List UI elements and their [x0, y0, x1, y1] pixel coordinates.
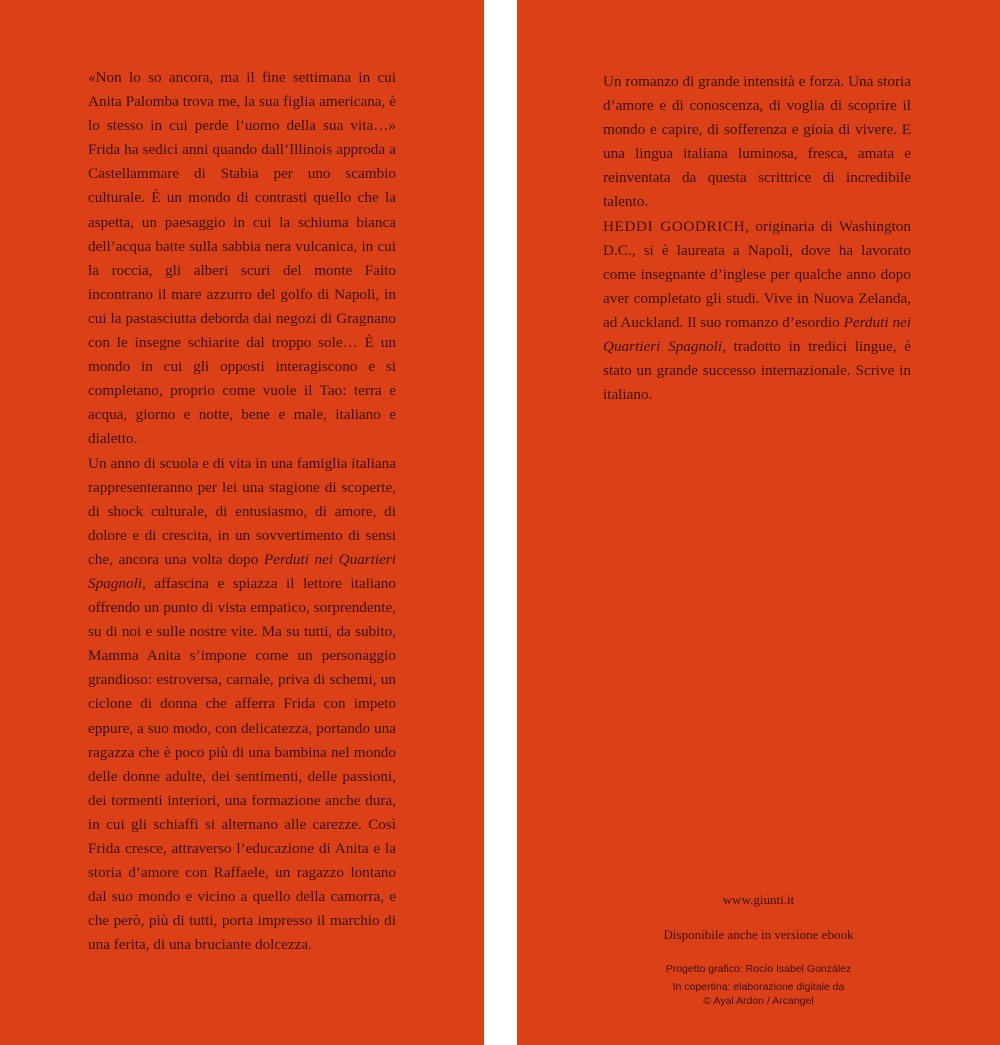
- author-book-title: Perduti nei Quartieri Spagnoli: [603, 313, 911, 356]
- left-flap: [0, 0, 484, 1045]
- right-flap: [517, 0, 1000, 1045]
- blurb-column: [603, 70, 911, 407]
- design-credit: Progetto grafico: Rocío Isabel González: [665, 963, 852, 975]
- synopsis-p1-text: «Non lo so ancora, ma il fine settimana in cui Anita Palomba trova me, la sua figlia americana, è lo stesso in cui perde l’uomo della sua vita…» Frida ha sedici anni quando dall’Illinois approda a Castellammare di Stabia per uno scambio culturale. È un mondo di contrasti quello che la aspetta, un paesaggio in cui la schiuma bianca dell’acqua batte sulla sabbia nera vulcanica, in cui la roccia, gli alberi scuri del monte Faito incontrano il mare azzurro del golfo di Napoli, in cui la pastasciutta deborda dai negozi di Gragnano con le insegne schiarite dal troppo sole… È un mondo in cui gli opposti interagiscono e si completano, proprio come vuole il Tao: terra e acqua, giorno e notte, bene e male, italiano e dialetto.: [88, 69, 396, 448]
- synopsis-paragraph-2: [88, 452, 396, 958]
- synopsis-p2-text-a: Un anno di scuola e di vita in una famiglia italiana rappresenteranno per lei una stagione di scoperte, di shock culturale, di entusiasmo, di amore, di dolore e di crescita, in un sovvertimento di sensi che, ancora una volta dopo: [88, 454, 396, 568]
- synopsis-column: [88, 66, 396, 957]
- publisher-website: www.giunti.it: [722, 892, 795, 907]
- author-bio-text-a: , originaria di Washington D.C., si è laureata a Napoli, dove ha lavorato come insegnante d’inglese per qualche anno dopo aver completato gli studi. Vive in Nuova Zelanda, ad Auckland. Il suo romanzo d’esordio: [603, 217, 911, 331]
- synopsis-paragraph-1: [88, 66, 396, 452]
- cover-credit: In copertina: elaborazione digitale da: [672, 981, 845, 993]
- book-title-italic: Perduti nei Quartieri Spagnoli: [88, 550, 397, 592]
- author-name: HEDDI GOODRICH: [603, 217, 746, 235]
- author-bio: [603, 215, 911, 408]
- synopsis-p2-text-b: , affascina e spiazza il lettore italiano offrendo un punto di vista empatico, sorprendente, su di noi e sulle nostre vite. Ma su tutti, da subito, Mamma Anita s’impone come un personaggio grandioso: estroversa, carnale, priva di schemi, un ciclone di donna che afferra Frida con impeto eppure, a suo modo, con delicatezza, portando una ragazza che è poco più di una bambina nel mondo delle donne adulte, dei sentimenti, delle passioni, dei tormenti interiori, una formazione anche dura, in cui gli schiaffi si alternano alle carezze. Così Frida cresce, attraverso l’educazione di Anita e la storia d’amore con Raffaele, un ragazzo lontano dal suo mondo e vicino a quello della camorra, e che però, più di tutti, porta impresso il marchio di una ferita, di una bruciante dolcezza.: [88, 574, 396, 954]
- author-bio-text-b: , tradotto in tredici lingue, è stato un grande successo internazionale. Scrive in italiano.: [603, 338, 911, 404]
- blurb-paragraph: Un romanzo di grande intensità e forza. Una storia d’amore e di conoscenza, di voglia di scoprire il mondo e capire, di sofferenza e gioia di vivere. E una lingua italiana luminosa, fresca, amata e reinventata da questa scrittrice di incredibile talento.: [603, 73, 911, 211]
- ebook-notice: Disponibile anche in versione ebook: [663, 927, 854, 942]
- copyright-credit: © Ayal Ardon / Arcangel: [703, 995, 814, 1007]
